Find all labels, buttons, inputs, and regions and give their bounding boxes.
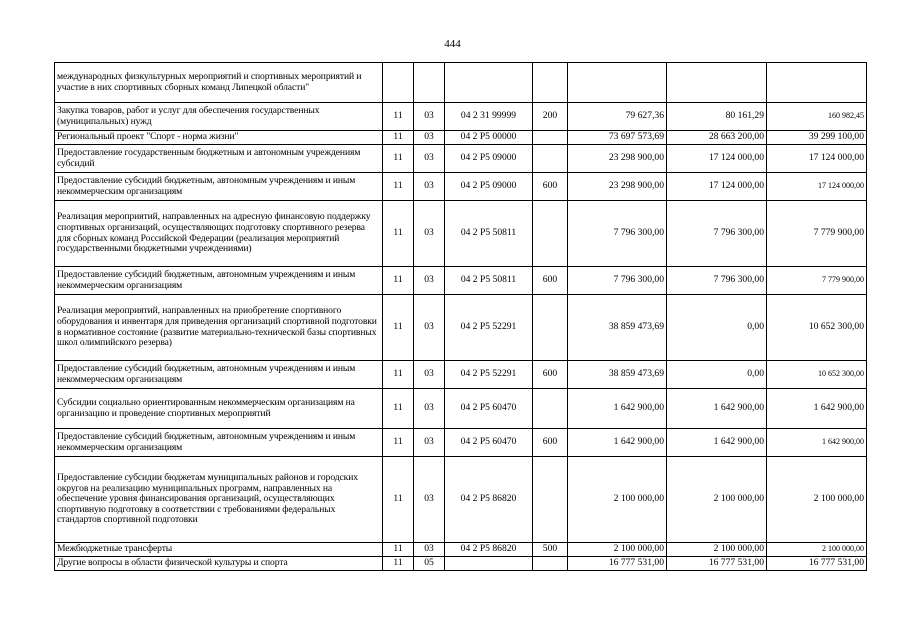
target-cell: 04 2 P5 86820: [445, 457, 533, 543]
amount-year3: 17 124 000,00: [767, 145, 867, 173]
amount-year3: 39 299 100,00: [767, 131, 867, 145]
amount-year1: 23 298 900,00: [568, 145, 667, 173]
row-name: Реализация мероприятий, направленных на приобретение спортивного оборудования и инвентаря для приведения организаций спортивной подготовки в нормативное состояние (развитие материально-технической базы спортивных школ олимпийского резерва): [55, 295, 383, 361]
amount-year1: 79 627,36: [568, 103, 667, 131]
section-cell: 11: [383, 429, 414, 457]
target-cell: 04 2 P5 86820: [445, 543, 533, 557]
row-name: Региональный проект "Спорт - норма жизни": [55, 131, 383, 145]
row-name: Предоставление субсидии бюджетам муниципальных районов и городских округов на реализацию муниципальных программ, направленных на обеспечение уровня финансирования организаций, осуществляющих спортивную подготовку в соответствии с требованиями федеральных стандартов спортивной подготовки: [55, 457, 383, 543]
type-cell: [533, 63, 568, 103]
section-cell: 11: [383, 543, 414, 557]
subsection-cell: 03: [414, 267, 445, 295]
type-cell: 600: [533, 267, 568, 295]
section-cell: 11: [383, 131, 414, 145]
subsection-cell: 03: [414, 201, 445, 267]
budget-table: [54, 62, 867, 571]
amount-year3: 10 652 300,00: [767, 295, 867, 361]
amount-year3: 16 777 531,00: [767, 557, 867, 571]
amount-year1: 7 796 300,00: [568, 267, 667, 295]
type-cell: [533, 557, 568, 571]
section-cell: 11: [383, 267, 414, 295]
target-cell: 04 2 P5 60470: [445, 389, 533, 429]
table-row: [55, 429, 867, 457]
subsection-cell: 05: [414, 557, 445, 571]
target-cell: 04 2 P5 50811: [445, 267, 533, 295]
amount-year2: 2 100 000,00: [667, 543, 767, 557]
table-row: [55, 457, 867, 543]
table-row: [55, 145, 867, 173]
section-cell: [383, 63, 414, 103]
section-cell: 11: [383, 201, 414, 267]
amount-year2: 2 100 000,00: [667, 457, 767, 543]
subsection-cell: 03: [414, 295, 445, 361]
table-row: [55, 361, 867, 389]
amount-year2: 17 124 000,00: [667, 173, 767, 201]
type-cell: [533, 201, 568, 267]
target-cell: 04 2 P5 52291: [445, 361, 533, 389]
page-number: 444: [444, 38, 461, 50]
type-cell: [533, 295, 568, 361]
amount-year3: [767, 63, 867, 103]
amount-year1: [568, 63, 667, 103]
amount-year3: 1 642 900,00: [767, 429, 867, 457]
amount-year2: 17 124 000,00: [667, 145, 767, 173]
row-name: Предоставление государственным бюджетным и автономным учреждениям субсидий: [55, 145, 383, 173]
amount-year3: 2 100 000,00: [767, 457, 867, 543]
amount-year3: 7 779 900,00: [767, 267, 867, 295]
section-cell: 11: [383, 457, 414, 543]
amount-year1: 2 100 000,00: [568, 457, 667, 543]
subsection-cell: 03: [414, 145, 445, 173]
row-name: Закупка товаров, работ и услуг для обеспечения государственных (муниципальных) нужд: [55, 103, 383, 131]
row-name: Предоставление субсидий бюджетным, автономным учреждениям и иным некоммерческим организациям: [55, 361, 383, 389]
row-name: международных физкультурных мероприятий и спортивных мероприятий и участие в них спортивных сборных команд Липецкой области": [55, 63, 383, 103]
target-cell: 04 2 P5 09000: [445, 145, 533, 173]
amount-year3: 10 652 300,00: [767, 361, 867, 389]
type-cell: 600: [533, 173, 568, 201]
table-row: [55, 131, 867, 145]
target-cell: 04 2 31 99999: [445, 103, 533, 131]
row-name: Другие вопросы в области физической культуры и спорта: [55, 557, 383, 571]
row-name: Предоставление субсидий бюджетным, автономным учреждениям и иным некоммерческим организациям: [55, 267, 383, 295]
type-cell: 500: [533, 543, 568, 557]
table-row: [55, 389, 867, 429]
subsection-cell: 03: [414, 429, 445, 457]
type-cell: [533, 457, 568, 543]
type-cell: [533, 131, 568, 145]
table-row: [55, 543, 867, 557]
section-cell: 11: [383, 389, 414, 429]
section-cell: 11: [383, 145, 414, 173]
amount-year1: 38 859 473,69: [568, 361, 667, 389]
type-cell: [533, 389, 568, 429]
target-cell: 04 2 P5 60470: [445, 429, 533, 457]
section-cell: 11: [383, 361, 414, 389]
amount-year1: 1 642 900,00: [568, 429, 667, 457]
subsection-cell: 03: [414, 389, 445, 429]
subsection-cell: 03: [414, 361, 445, 389]
row-name: Межбюджетные трансферты: [55, 543, 383, 557]
amount-year1: 1 642 900,00: [568, 389, 667, 429]
type-cell: 200: [533, 103, 568, 131]
table-row: [55, 267, 867, 295]
amount-year3: 2 100 000,00: [767, 543, 867, 557]
subsection-cell: [414, 63, 445, 103]
table-row: [55, 201, 867, 267]
type-cell: [533, 145, 568, 173]
target-cell: 04 2 P5 50811: [445, 201, 533, 267]
row-name: Реализация мероприятий, направленных на адресную финансовую поддержку спортивных организаций, осуществляющих подготовку спортивного резерва для сборных команд Российской Федерации (реализация мероприятий государственными бюджетными учреждениями): [55, 201, 383, 267]
table-row: [55, 173, 867, 201]
amount-year1: 16 777 531,00: [568, 557, 667, 571]
amount-year1: 2 100 000,00: [568, 543, 667, 557]
table-row: [55, 103, 867, 131]
amount-year2: 80 161,29: [667, 103, 767, 131]
amount-year2: 1 642 900,00: [667, 389, 767, 429]
amount-year2: 0,00: [667, 295, 767, 361]
amount-year3: 160 982,45: [767, 103, 867, 131]
amount-year1: 73 697 573,69: [568, 131, 667, 145]
subsection-cell: 03: [414, 131, 445, 145]
amount-year2: 16 777 531,00: [667, 557, 767, 571]
amount-year2: 28 663 200,00: [667, 131, 767, 145]
target-cell: 04 2 P5 00000: [445, 131, 533, 145]
table-row: [55, 557, 867, 571]
target-cell: 04 2 P5 09000: [445, 173, 533, 201]
amount-year2: 0,00: [667, 361, 767, 389]
section-cell: 11: [383, 173, 414, 201]
section-cell: 11: [383, 103, 414, 131]
table-row: [55, 295, 867, 361]
table-row: [55, 63, 867, 103]
subsection-cell: 03: [414, 543, 445, 557]
type-cell: 600: [533, 429, 568, 457]
amount-year1: 7 796 300,00: [568, 201, 667, 267]
subsection-cell: 03: [414, 457, 445, 543]
amount-year2: 7 796 300,00: [667, 201, 767, 267]
amount-year1: 23 298 900,00: [568, 173, 667, 201]
target-cell: 04 2 P5 52291: [445, 295, 533, 361]
amount-year3: 7 779 900,00: [767, 201, 867, 267]
amount-year2: 1 642 900,00: [667, 429, 767, 457]
amount-year1: 38 859 473,69: [568, 295, 667, 361]
amount-year2: [667, 63, 767, 103]
type-cell: 600: [533, 361, 568, 389]
target-cell: [445, 63, 533, 103]
row-name: Субсидии социально ориентированным некоммерческим организациям на организацию и проведение спортивных мероприятий: [55, 389, 383, 429]
amount-year3: 17 124 000,00: [767, 173, 867, 201]
section-cell: 11: [383, 557, 414, 571]
row-name: Предоставление субсидий бюджетным, автономным учреждениям и иным некоммерческим организациям: [55, 429, 383, 457]
subsection-cell: 03: [414, 173, 445, 201]
subsection-cell: 03: [414, 103, 445, 131]
section-cell: 11: [383, 295, 414, 361]
target-cell: [445, 557, 533, 571]
amount-year3: 1 642 900,00: [767, 389, 867, 429]
amount-year2: 7 796 300,00: [667, 267, 767, 295]
row-name: Предоставление субсидий бюджетным, автономным учреждениям и иным некоммерческим организациям: [55, 173, 383, 201]
